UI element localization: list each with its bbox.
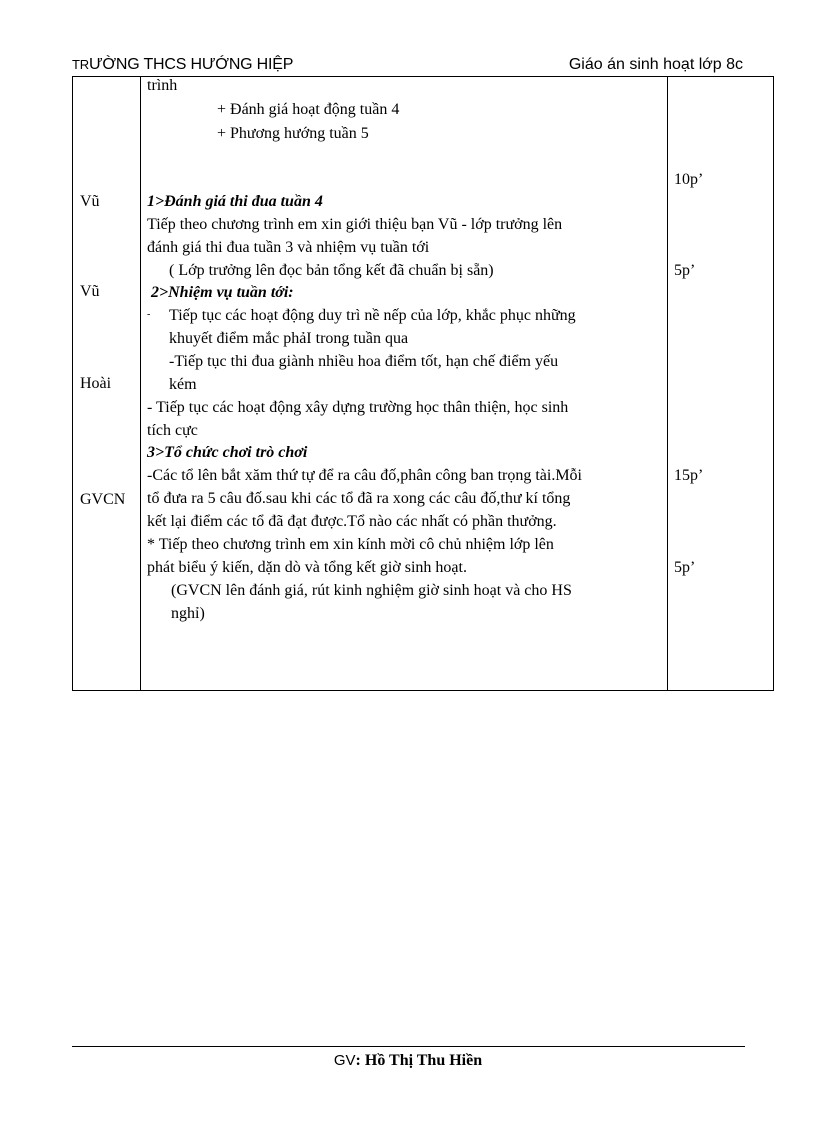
column-divider-time: [667, 77, 668, 690]
section-number: 1>: [147, 193, 165, 210]
content-line: tích cực: [147, 422, 198, 439]
footer-rule: [72, 1046, 745, 1047]
content-line: (GVCN lên đánh giá, rút kinh nghiệm giờ sinh hoạt và cho HS: [171, 582, 572, 599]
content-line: phát biểu ý kiến, dặn dò và tổng kết giờ sinh hoạt.: [147, 559, 467, 576]
bullet-mark: -: [147, 309, 151, 320]
content-line: Tiếp theo chương trình em xin giới thiệu bạn Vũ - lớp trưởng lên: [147, 216, 563, 233]
content-line: trình: [147, 77, 178, 94]
content-line: - Tiếp tục các hoạt động xây dựng trường học thân thiện, học sinh: [147, 399, 569, 416]
page-footer: [0, 1052, 816, 1070]
column-divider-presenter: [140, 77, 141, 690]
content-line: + Phương hướng tuần 5: [217, 125, 369, 142]
teacher-name: : Hồ Thị Thu Hiền: [355, 1052, 483, 1069]
content-line: khuyết điểm mắc phảI trong tuần qua: [169, 330, 409, 347]
content-line: * Tiếp theo chương trình em xin kính mời cô chủ nhiệm lớp lên: [147, 536, 554, 553]
content-line: tổ đưa ra 5 câu đố.sau khi các tổ đã ra xong các câu đố,thư kí tổng: [147, 490, 571, 507]
section-number: 2>: [151, 284, 169, 301]
time-cell: 10p’: [674, 171, 704, 188]
lesson-plan-title: Giáo án sinh hoạt lớp 8c: [568, 56, 743, 73]
teacher-label: GV: [333, 1052, 356, 1069]
presenter-cell: Hoài: [80, 375, 112, 392]
time-cell: 15p’: [674, 467, 704, 484]
content-line: Tiếp tục các hoạt động duy trì nề nếp của lớp, khắc phục những: [169, 307, 576, 324]
presenter-cell: GVCN: [80, 491, 126, 508]
content-line: kém: [169, 376, 197, 393]
section-heading-3: [147, 442, 307, 464]
school-name-rest: ƯỜNG THCS HƯỚNG HIỆP: [88, 56, 294, 73]
presenter-cell: Vũ: [80, 193, 100, 210]
time-cell: 5p’: [674, 559, 696, 576]
time-cell: 5p’: [674, 262, 696, 279]
content-line: đánh giá thi đua tuần 3 và nhiệm vụ tuần tới: [147, 239, 430, 256]
section-number: 3>: [147, 444, 165, 461]
school-name-prefix: TR: [72, 57, 89, 72]
section-title: Nhiệm vụ tuần tới:: [168, 284, 294, 301]
section-heading-1: [147, 191, 323, 213]
section-heading-2: [151, 282, 294, 304]
section-title: Đánh giá thi đua tuần 4: [164, 193, 323, 210]
content-line: + Đánh giá hoạt động tuần 4: [217, 101, 400, 118]
content-line: -Các tổ lên bắt xăm thứ tự để ra câu đố,phân công ban trọng tài.Mỗi: [147, 467, 582, 484]
content-line: ( Lớp trưởng lên đọc bản tổng kết đã chuẩn bị sẵn): [169, 262, 494, 279]
content-line: nghỉ): [171, 605, 205, 622]
page-header: [72, 52, 745, 77]
presenter-cell: Vũ: [80, 283, 100, 300]
activity-table: [72, 76, 774, 691]
content-line: kết lại điểm các tổ đã đạt được.Tổ nào các nhất có phần thưởng.: [147, 513, 557, 530]
content-line: -Tiếp tục thi đua giành nhiều hoa điểm tốt, hạn chế điểm yếu: [169, 353, 559, 370]
school-name: [72, 56, 293, 74]
section-title: Tổ chức chơi trò chơi: [164, 444, 308, 461]
